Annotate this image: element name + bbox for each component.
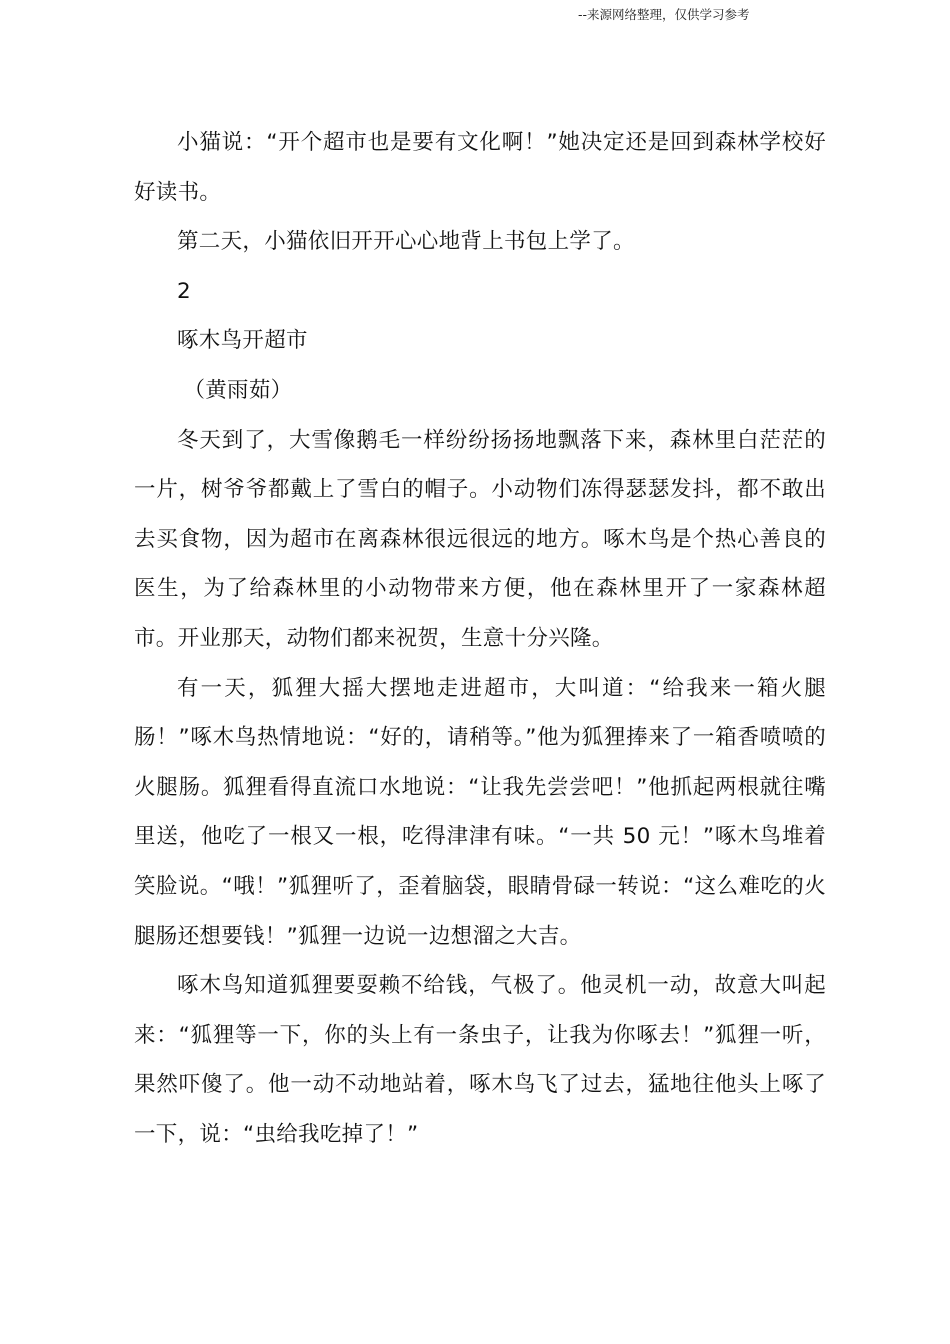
story-number: 2 xyxy=(177,278,191,304)
story-author: （黄雨茹） xyxy=(183,377,293,403)
story-title: 啄木鸟开超市 xyxy=(177,328,308,354)
paragraph-winter: 冬天到了，大雪像鹅毛一样纷纷扬扬地飘落下来，森林里白茫茫的一片，树爷爷都戴上了雪白的帽子。小动物们冻得瑟瑟发抖，都不敢出去买食物，因为超市在离森林很远很远的地方。啄木鸟是个热心善良的医生，为了给森林里的小动物带来方便，他在森林里开了一家森林超市。开业那天，动物们都来祝贺，生意十分兴隆。 xyxy=(134,427,826,651)
source-note: --来源网络整理，仅供学习参考 xyxy=(578,7,750,22)
story-body xyxy=(134,118,826,1159)
paragraph-fox-arrives: 有一天，狐狸大摇大摆地走进超市，大叫道：“给我来一箱火腿肠！”啄木鸟热情地说：“好的，请稍等。”他为狐狸捧来了一箱香喷喷的火腿肠。狐狸看得直流口水地说：“让我先尝尝吧！”他抓起两根就往嘴里送，他吃了一根又一根，吃得津津有味。“一共 50 元！”啄木鸟堆着笑脸说。“哦！”狐狸听了，歪着脑袋，眼睛骨碌一转说：“这么难吃的火腿肠还想要钱！”狐狸一边说一边想溜之大吉。 xyxy=(134,675,826,949)
paragraph-woodpecker-trick: 啄木鸟知道狐狸要耍赖不给钱，气极了。他灵机一动，故意大叫起来：“狐狸等一下，你的头上有一条虫子，让我为你啄去！”狐狸一听，果然吓傻了。他一动不动地站着，啄木鸟飞了过去，猛地往他头上啄了一下，说：“虫给我吃掉了！” xyxy=(134,973,826,1147)
paragraph-next-day: 第二天，小猫依旧开开心心地背上书包上学了。 xyxy=(177,229,635,255)
paragraph-cat-ending: 小猫说：“开个超市也是要有文化啊！”她决定还是回到森林学校好好读书。 xyxy=(134,130,826,205)
